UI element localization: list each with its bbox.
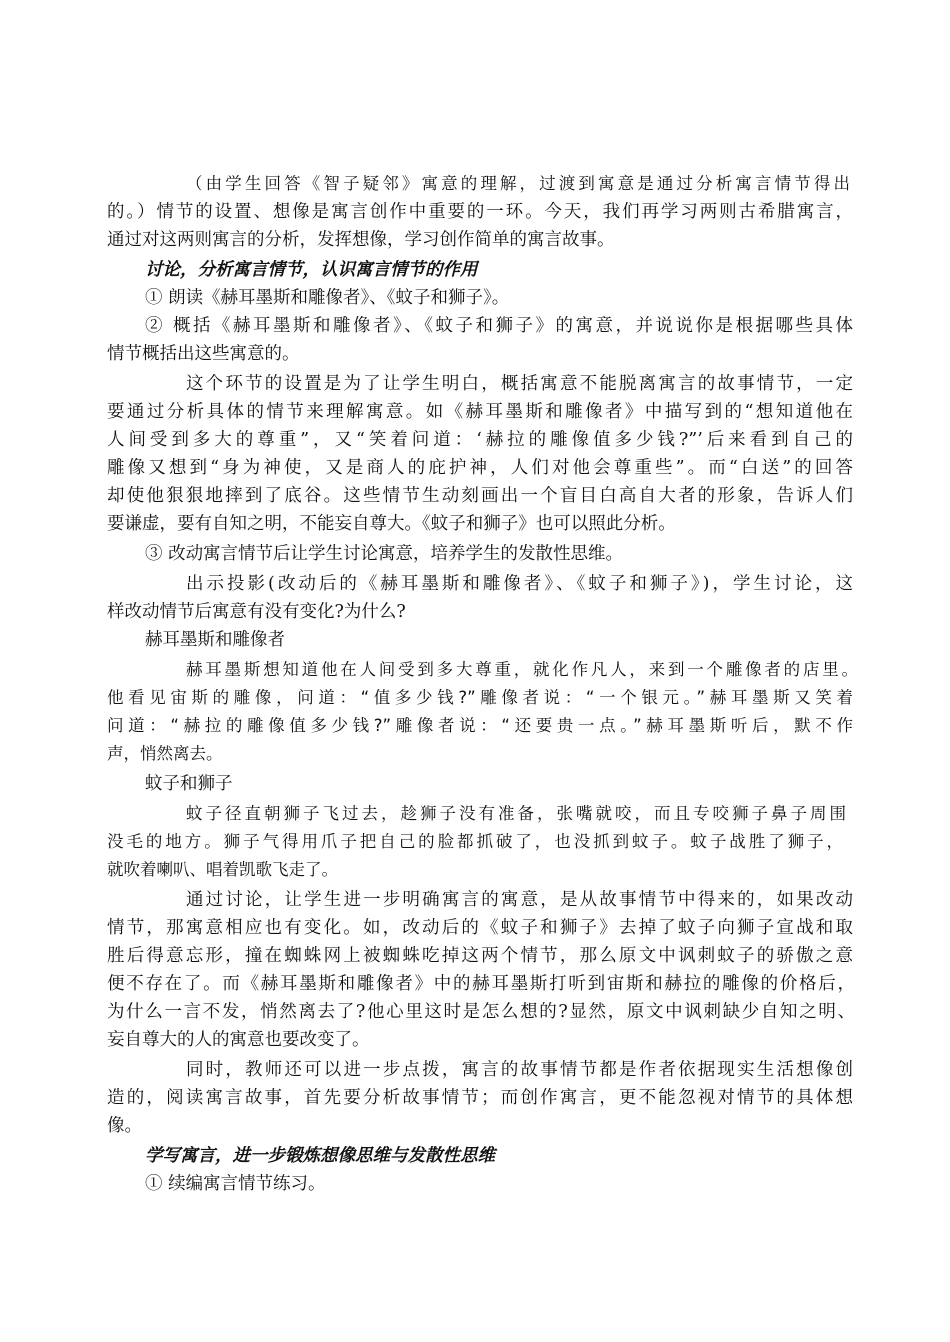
paragraph-line: 为什么一言不发，悄然离去了?他心里这时是怎么想的?显然，原文中讽刺缺少自知之明、 [107,1002,855,1022]
paragraph-line: 雕像又想到“身为神使，又是商人的庇护神，人们对他会尊重些”。而“白送”的回答 [107,458,853,478]
paragraph-line: 像。 [107,1116,142,1136]
paragraph-line: 通过讨论，让学生进一步明确寓言的寓意，是从故事情节中得来的，如果改动 [186,890,853,910]
paragraph-line: 要谦虚，要有自知之明，不能妄自尊大。《蚊子和狮子》也可以照此分析。 [107,514,676,534]
paragraph-line: 样改动情节后寓意有没有变化?为什么? [107,602,406,622]
section-heading-writing: 学写寓言，进一步锻炼想像思维与发散性思维 [145,1146,495,1166]
fable-line: 他看见宙斯的雕像，问道：“值多少钱?”雕像者说：“一个银元。”赫耳墨斯又笑着 [107,688,853,707]
list-item: ② 概括《赫耳墨斯和雕像者》、《蚊子和狮子》的寓意，并说说你是根据哪些具体 [145,316,853,336]
paragraph-line: 情节概括出这些寓意的。 [107,344,300,364]
fable-line: 没毛的地方。狮子气得用爪子把自己的脸都抓破了，也没抓到蚊子。蚊子战胜了狮子， [107,832,843,851]
list-item: ③ 改动寓言情节后让学生讨论寓意，培养学生的发散性思维。 [145,544,624,564]
paragraph-line: 通过对这两则寓言的分析，发挥想像，学习创作简单的寓言故事。 [107,230,615,250]
fable-line: 就吹着喇叭、唱着凯歌飞走了。 [107,860,338,879]
paragraph-line: 出示投影(改动后的《赫耳墨斯和雕像者》、《蚊子和狮子》)，学生讨论，这 [186,574,853,594]
paragraph-line: 却使他狠狠地摔到了底谷。这些情节生动刻画出一个盲目白高自大者的形象，告诉人们 [107,486,853,506]
fable-title-mosquito: 蚊子和狮子 [145,774,233,794]
paragraph-line: 要通过分析具体的情节来理解寓意。如《赫耳墨斯和雕像者》中描写到的“想知道他在 [107,402,853,422]
paragraph-line: 同时，教师还可以进一步点拨，寓言的故事情节都是作者依据现实生活想像创 [186,1060,853,1080]
fable-title-hermes: 赫耳墨斯和雕像者 [145,630,285,650]
paragraph-line: 造的，阅读寓言故事，首先要分析故事情节；而创作寓言，更不能忽视对情节的具体想 [107,1088,853,1108]
paragraph-line: 便不存在了。而《赫耳墨斯和雕像者》中的赫耳墨斯打听到宙斯和赫拉的雕像的价格后， [107,974,855,994]
paragraph-line: 妄自尊大的人的寓意也要改变了。 [107,1030,370,1050]
paragraph-line: 的。）情节的设置、想像是寓言创作中重要的一环。今天，我们再学习两则古希腊寓言， [107,202,853,222]
list-item: ① 朗读《赫耳墨斯和雕像者》、《蚊子和狮子》。 [145,288,510,308]
list-item: ① 续编寓言情节练习。 [145,1174,326,1194]
paragraph-line: 这个环节的设置是为了让学生明白，概括寓意不能脱离寓言的故事情节，一定 [186,374,853,394]
paragraph-line: （由学生回答《智子疑邻》寓意的理解，过渡到寓意是通过分析寓言情节得出 [186,174,850,193]
paragraph-line: 胜后得意忘形，撞在蜘蛛网上被蜘蛛吃掉这两个情节，那么原文中讽刺蚊子的骄傲之意 [107,946,853,966]
fable-line: 问道：“赫拉的雕像值多少钱?”雕像者说：“还要贵一点。”赫耳墨斯听后，默不作 [107,716,853,735]
paragraph-line: 人间受到多大的尊重”，又“笑着问道：‘赫拉的雕像值多少钱?”’后来看到自己的 [107,430,853,450]
fable-line: 声，悄然离去。 [107,744,223,763]
fable-line: 赫耳墨斯想知道他在人间受到多大尊重，就化作凡人，来到一个雕像者的店里。 [186,660,858,679]
paragraph-line: 情节，那寓意相应也有变化。如，改动后的《蚊子和狮子》去掉了蚊子向狮子宣战和取 [107,918,853,938]
fable-line: 蚊子径直朝狮子飞过去，趁狮子没有准备，张嘴就咬，而且专咬狮子鼻子周围 [186,804,846,823]
section-heading-discussion: 讨论，分析寓言情节，认识寓言情节的作用 [145,260,478,280]
